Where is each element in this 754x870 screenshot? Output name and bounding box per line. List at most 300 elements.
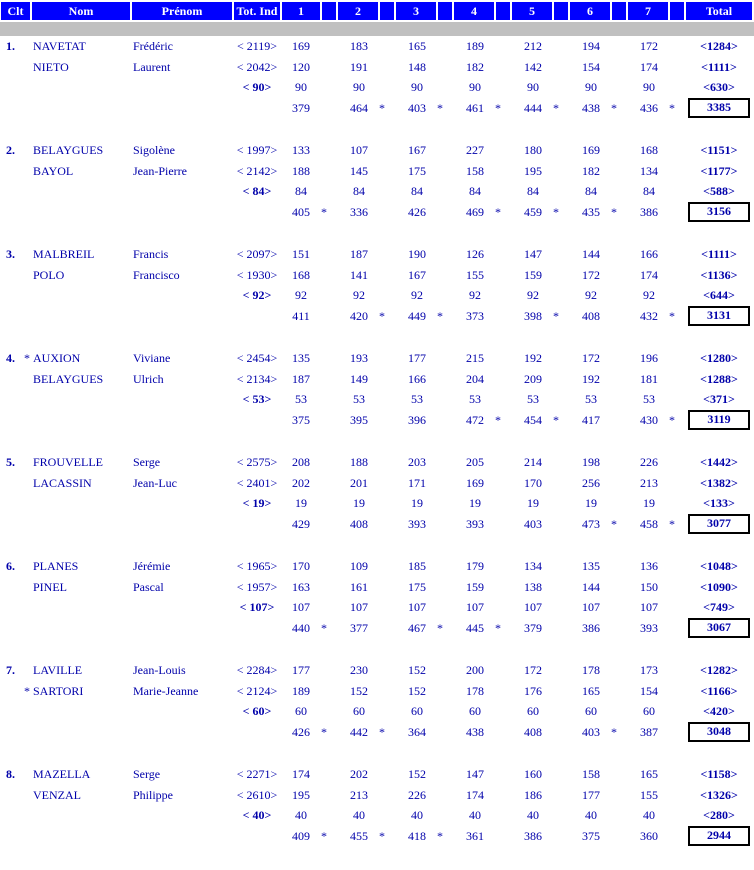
game-score: 188 (292, 163, 310, 178)
game-sum: 467 (408, 620, 426, 635)
best-game-star: * (669, 412, 675, 427)
best-game-star: * (321, 724, 327, 739)
best-game-star: * (321, 828, 327, 843)
best-game-star: * (437, 308, 443, 323)
team-rank: 7. (6, 663, 15, 677)
game-score: 155 (640, 787, 658, 802)
handicap-score: 107 (524, 600, 542, 614)
team-total: 3385 (688, 98, 750, 118)
handicap-score: 53 (469, 392, 481, 406)
game-score: 145 (350, 163, 368, 178)
player-tot-ind: < 2134> (236, 371, 278, 386)
game-sum: 418 (408, 828, 426, 843)
game-score: 208 (292, 455, 310, 469)
team-total: 3156 (688, 202, 750, 222)
best-game-star: * (321, 620, 327, 635)
player-nom: POLO (33, 267, 65, 282)
game-score: 202 (292, 475, 310, 490)
player-nom: LACASSIN (33, 475, 92, 490)
handicap-score: 92 (585, 288, 597, 302)
game-sum: 429 (292, 516, 310, 531)
game-score: 182 (582, 163, 600, 178)
game-score: 182 (466, 59, 484, 74)
handicap-total: <280> (703, 808, 735, 822)
best-game-star: * (669, 308, 675, 323)
game-score: 170 (292, 559, 310, 573)
game-sum: 379 (524, 620, 542, 635)
best-game-star: * (379, 308, 385, 323)
team-total: 3048 (688, 722, 750, 742)
player-nom: AUXION (33, 351, 81, 365)
handicap-score: 19 (353, 496, 365, 510)
game-sum: 440 (292, 620, 310, 635)
game-sum: 360 (640, 828, 658, 843)
handicap-score: 60 (353, 704, 365, 718)
game-score: 171 (408, 475, 426, 490)
game-score: 151 (292, 247, 310, 261)
header-game-6: 6 (570, 2, 610, 20)
player-prenom: Viviane (133, 351, 171, 365)
game-score: 186 (524, 787, 542, 802)
game-score: 195 (292, 787, 310, 802)
player-nom: FROUVELLE (33, 455, 103, 469)
header-nom: Nom (32, 2, 130, 20)
game-score: 144 (582, 579, 600, 594)
best-game-star: * (553, 412, 559, 427)
game-sum: 438 (466, 724, 484, 739)
header-gap (322, 2, 336, 20)
handicap-score: 40 (411, 808, 423, 822)
game-sum: 403 (524, 516, 542, 531)
handicap-score: 90 (469, 80, 481, 94)
player-tot-ind: < 2271> (236, 767, 278, 781)
game-sum: 396 (408, 412, 426, 427)
handicap-label: < 60> (242, 704, 272, 718)
game-score: 168 (292, 267, 310, 282)
header-game-4: 4 (454, 2, 494, 20)
player-nom: SARTORI (33, 683, 84, 698)
best-game-star: * (553, 308, 559, 323)
player-tot-ind: < 2401> (236, 475, 278, 490)
handicap-score: 107 (292, 600, 310, 614)
game-sum: 426 (292, 724, 310, 739)
game-score: 133 (292, 143, 310, 157)
game-score: 167 (408, 267, 426, 282)
game-sum: 420 (350, 308, 368, 323)
team-total: 3131 (688, 306, 750, 326)
best-game-star: * (495, 204, 501, 219)
header-tot-ind: Tot. Ind (234, 2, 280, 20)
player-tot-ind: < 2097> (236, 247, 278, 261)
handicap-score: 90 (585, 80, 597, 94)
player-prenom: Jean-Louis (133, 663, 186, 677)
game-score: 192 (582, 371, 600, 386)
game-score: 177 (582, 787, 600, 802)
player-total: <1111> (701, 59, 737, 74)
handicap-score: 19 (527, 496, 539, 510)
best-game-star: * (669, 100, 675, 115)
game-score: 174 (640, 267, 658, 282)
game-score: 179 (466, 559, 484, 573)
player-tot-ind: < 1957> (236, 579, 278, 594)
handicap-score: 53 (353, 392, 365, 406)
handicap-score: 60 (643, 704, 655, 718)
player-mark: * (24, 351, 30, 365)
best-game-star: * (611, 516, 617, 531)
game-sum: 408 (350, 516, 368, 531)
player-prenom: Jean-Pierre (133, 163, 187, 178)
player-prenom: Philippe (133, 787, 174, 802)
handicap-score: 40 (469, 808, 481, 822)
player-tot-ind: < 2575> (236, 455, 278, 469)
game-score: 205 (466, 455, 484, 469)
game-score: 178 (582, 663, 600, 677)
handicap-score: 92 (527, 288, 539, 302)
handicap-score: 60 (295, 704, 307, 718)
best-game-star: * (379, 724, 385, 739)
best-game-star: * (669, 516, 675, 531)
handicap-score: 40 (527, 808, 539, 822)
game-sum: 405 (292, 204, 310, 219)
game-score: 177 (292, 663, 310, 677)
handicap-total: <420> (703, 704, 735, 718)
best-game-star: * (611, 724, 617, 739)
player-total: <1326> (700, 787, 738, 802)
handicap-score: 90 (411, 80, 423, 94)
header-gap (496, 2, 510, 20)
header-game-3: 3 (396, 2, 436, 20)
handicap-score: 60 (527, 704, 539, 718)
handicap-score: 92 (353, 288, 365, 302)
best-game-star: * (437, 620, 443, 635)
player-tot-ind: < 2124> (236, 683, 278, 698)
game-sum: 393 (466, 516, 484, 531)
game-sum: 379 (292, 100, 310, 115)
handicap-score: 40 (295, 808, 307, 822)
game-score: 256 (582, 475, 600, 490)
team-rank: 6. (6, 559, 15, 573)
player-tot-ind: < 2454> (236, 351, 278, 365)
player-total: <1284> (700, 39, 738, 53)
game-sum: 386 (640, 204, 658, 219)
player-total: <1382> (700, 475, 738, 490)
game-score: 165 (582, 683, 600, 698)
handicap-score: 19 (585, 496, 597, 510)
game-score: 134 (640, 163, 658, 178)
player-nom: MALBREIL (33, 247, 95, 261)
player-tot-ind: < 1965> (236, 559, 278, 573)
game-score: 120 (292, 59, 310, 74)
game-sum: 432 (640, 308, 658, 323)
game-score: 169 (582, 143, 600, 157)
game-score: 209 (524, 371, 542, 386)
handicap-score: 53 (527, 392, 539, 406)
game-score: 158 (466, 163, 484, 178)
game-score: 193 (350, 351, 368, 365)
game-score: 187 (350, 247, 368, 261)
game-score: 152 (408, 767, 426, 781)
game-sum: 438 (582, 100, 600, 115)
handicap-total: <630> (703, 80, 735, 94)
game-sum: 459 (524, 204, 542, 219)
player-tot-ind: < 2142> (236, 163, 278, 178)
handicap-total: <588> (703, 184, 735, 198)
player-total: <1282> (700, 663, 738, 677)
game-score: 175 (408, 163, 426, 178)
game-score: 158 (582, 767, 600, 781)
game-score: 192 (524, 351, 542, 365)
best-game-star: * (379, 828, 385, 843)
game-sum: 403 (582, 724, 600, 739)
game-sum: 393 (408, 516, 426, 531)
best-game-star: * (495, 620, 501, 635)
game-sum: 464 (350, 100, 368, 115)
game-score: 200 (466, 663, 484, 677)
player-prenom: Francis (133, 247, 169, 261)
game-sum: 472 (466, 412, 484, 427)
team-total: 3077 (688, 514, 750, 534)
player-prenom: Ulrich (133, 371, 164, 386)
game-score: 147 (524, 247, 542, 261)
handicap-score: 53 (411, 392, 423, 406)
game-score: 160 (524, 767, 542, 781)
team-rank: 3. (6, 247, 15, 261)
handicap-score: 92 (643, 288, 655, 302)
player-nom: MAZELLA (33, 767, 91, 781)
game-sum: 398 (524, 308, 542, 323)
game-score: 154 (640, 683, 658, 698)
game-score: 172 (524, 663, 542, 677)
header-clt: Clt (1, 2, 30, 20)
best-game-star: * (437, 828, 443, 843)
best-game-star: * (379, 100, 385, 115)
game-score: 189 (466, 39, 484, 53)
handicap-score: 53 (295, 392, 307, 406)
game-score: 191 (350, 59, 368, 74)
best-game-star: * (611, 100, 617, 115)
game-score: 198 (582, 455, 600, 469)
game-score: 202 (350, 767, 368, 781)
game-score: 166 (640, 247, 658, 261)
handicap-total: <749> (703, 600, 735, 614)
game-sum: 411 (292, 308, 310, 323)
player-nom: LAVILLE (33, 663, 83, 677)
header-gap (438, 2, 452, 20)
game-sum: 386 (524, 828, 542, 843)
game-score: 227 (466, 143, 484, 157)
game-score: 204 (466, 371, 484, 386)
game-score: 152 (408, 663, 426, 677)
handicap-score: 90 (353, 80, 365, 94)
game-score: 165 (640, 767, 658, 781)
handicap-total: <133> (703, 496, 735, 510)
game-score: 138 (524, 579, 542, 594)
game-score: 185 (408, 559, 426, 573)
handicap-score: 92 (469, 288, 481, 302)
game-score: 170 (524, 475, 542, 490)
handicap-score: 84 (643, 184, 655, 198)
game-sum: 386 (582, 620, 600, 635)
player-tot-ind: < 2042> (236, 59, 278, 74)
header-game-2: 2 (338, 2, 378, 20)
header-separator (0, 22, 754, 36)
handicap-score: 60 (469, 704, 481, 718)
handicap-score: 19 (295, 496, 307, 510)
handicap-score: 19 (469, 496, 481, 510)
handicap-score: 84 (295, 184, 307, 198)
team-total: 2944 (688, 826, 750, 846)
handicap-score: 60 (585, 704, 597, 718)
player-nom: BELAYGUES (33, 371, 104, 386)
game-score: 212 (524, 39, 542, 53)
player-total: <1111> (701, 247, 737, 261)
header-total: Total (686, 2, 752, 20)
game-sum: 361 (466, 828, 484, 843)
player-prenom: Sigolène (133, 143, 175, 157)
game-score: 226 (408, 787, 426, 802)
handicap-score: 19 (643, 496, 655, 510)
handicap-score: 84 (585, 184, 597, 198)
player-prenom: Pascal (133, 579, 164, 594)
handicap-score: 40 (585, 808, 597, 822)
handicap-score: 40 (643, 808, 655, 822)
header-game-7: 7 (628, 2, 668, 20)
game-score: 172 (582, 267, 600, 282)
handicap-label: < 92> (242, 288, 272, 302)
game-sum: 377 (350, 620, 368, 635)
player-nom: NIETO (33, 59, 69, 74)
handicap-score: 90 (643, 80, 655, 94)
game-score: 173 (640, 663, 658, 677)
handicap-score: 92 (411, 288, 423, 302)
game-score: 176 (524, 683, 542, 698)
player-prenom: Frédéric (133, 39, 173, 53)
game-sum: 461 (466, 100, 484, 115)
header-game-5: 5 (512, 2, 552, 20)
game-score: 214 (524, 455, 542, 469)
handicap-score: 107 (582, 600, 600, 614)
game-score: 166 (408, 371, 426, 386)
game-sum: 469 (466, 204, 484, 219)
player-prenom: Laurent (133, 59, 171, 74)
game-score: 148 (408, 59, 426, 74)
handicap-score: 107 (408, 600, 426, 614)
player-total: <1280> (700, 351, 738, 365)
game-score: 188 (350, 455, 368, 469)
game-score: 174 (292, 767, 310, 781)
best-game-star: * (437, 100, 443, 115)
game-score: 174 (640, 59, 658, 74)
handicap-label: < 90> (242, 80, 272, 94)
handicap-score: 53 (585, 392, 597, 406)
game-score: 172 (582, 351, 600, 365)
player-nom: PINEL (33, 579, 67, 594)
game-score: 154 (582, 59, 600, 74)
player-nom: BAYOL (33, 163, 74, 178)
handicap-label: < 19> (242, 496, 272, 510)
player-tot-ind: < 2119> (236, 39, 278, 53)
game-score: 147 (466, 767, 484, 781)
player-prenom: Jean-Luc (133, 475, 177, 490)
team-total: 3119 (688, 410, 750, 430)
game-score: 201 (350, 475, 368, 490)
game-score: 165 (408, 39, 426, 53)
game-score: 168 (640, 143, 658, 157)
team-rank: 8. (6, 767, 15, 781)
game-sum: 455 (350, 828, 368, 843)
player-tot-ind: < 1997> (236, 143, 278, 157)
handicap-score: 84 (353, 184, 365, 198)
handicap-score: 60 (411, 704, 423, 718)
game-sum: 454 (524, 412, 542, 427)
game-score: 183 (350, 39, 368, 53)
game-sum: 336 (350, 204, 368, 219)
game-score: 109 (350, 559, 368, 573)
game-score: 178 (466, 683, 484, 698)
game-sum: 435 (582, 204, 600, 219)
team-rank: 2. (6, 143, 15, 157)
handicap-score: 107 (350, 600, 368, 614)
game-sum: 458 (640, 516, 658, 531)
best-game-star: * (553, 100, 559, 115)
handicap-score: 84 (527, 184, 539, 198)
header-gap (380, 2, 394, 20)
player-prenom: Francisco (133, 267, 180, 282)
game-sum: 408 (582, 308, 600, 323)
player-nom: VENZAL (33, 787, 81, 802)
player-prenom: Jérémie (133, 559, 171, 573)
game-score: 135 (292, 351, 310, 365)
game-sum: 393 (640, 620, 658, 635)
player-total: <1442> (700, 455, 738, 469)
game-sum: 403 (408, 100, 426, 115)
game-score: 195 (524, 163, 542, 178)
game-sum: 430 (640, 412, 658, 427)
game-sum: 373 (466, 308, 484, 323)
game-score: 159 (524, 267, 542, 282)
game-score: 230 (350, 663, 368, 677)
handicap-total: <371> (703, 392, 735, 406)
game-sum: 387 (640, 724, 658, 739)
game-sum: 375 (292, 412, 310, 427)
player-prenom: Serge (133, 455, 161, 469)
game-score: 187 (292, 371, 310, 386)
player-prenom: Serge (133, 767, 161, 781)
handicap-score: 90 (295, 80, 307, 94)
game-score: 213 (350, 787, 368, 802)
team-rank: 1. (6, 39, 15, 53)
header-prenom: Prénom (132, 2, 232, 20)
player-tot-ind: < 2284> (236, 663, 278, 677)
player-mark: * (24, 683, 30, 698)
game-score: 126 (466, 247, 484, 261)
handicap-score: 92 (295, 288, 307, 302)
game-score: 149 (350, 371, 368, 386)
game-score: 136 (640, 559, 658, 573)
game-score: 159 (466, 579, 484, 594)
game-score: 189 (292, 683, 310, 698)
best-game-star: * (495, 100, 501, 115)
team-rank: 4. (6, 351, 15, 365)
game-score: 174 (466, 787, 484, 802)
team-rank: 5. (6, 455, 15, 469)
game-score: 196 (640, 351, 658, 365)
game-score: 169 (466, 475, 484, 490)
game-sum: 436 (640, 100, 658, 115)
game-sum: 449 (408, 308, 426, 323)
game-sum: 473 (582, 516, 600, 531)
game-sum: 445 (466, 620, 484, 635)
